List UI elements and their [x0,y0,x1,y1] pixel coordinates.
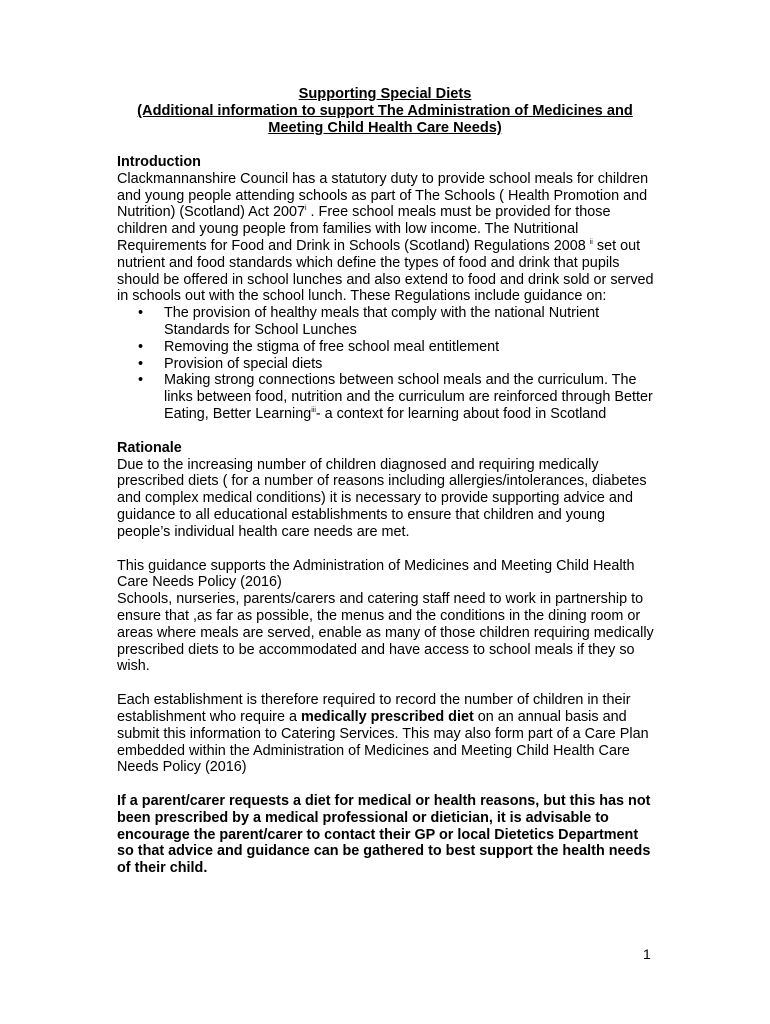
rationale-paragraph-2: This guidance supports the Administration of Medicines and Meeting Child Health Care Needs Policy (2016) [117,557,635,591]
rationale-paragraph-1: Due to the increasing number of children diagnosed and requiring medically prescribed diets ( for a number of reasons including allergies/intolerances, diabetes and complex medical conditions) it is necessary to provide supporting advice and guidance to all educational establishments to ensure that children and young people’s individual health care needs are met. [117,456,647,540]
document-title [100,86,670,137]
title-line-3: Meeting Child Health Care Needs) [268,120,502,136]
list-item: • Provision of special diets [117,356,657,373]
endnote-ref-ii: ii [589,238,593,246]
endnote-ref-i: i [304,205,307,213]
endnote-ref-iii: iii [311,406,316,414]
rationale-paragraph-3: Schools, nurseries, parents/carers and catering staff need to work in partnership to ensure that ,as far as possible, the menus and the conditions in the dining room or areas where meals are served, enable as many of those children requiring medically prescribed diets to be accommodated and have access to school meals if they so wish. [117,591,654,675]
regulations-bullet-list [117,305,657,423]
title-line-2: (Additional information to support The Administration of Medicines and [137,103,633,119]
introduction-heading: Introduction [117,154,201,170]
list-item: • The provision of healthy meals that comply with the national Nutrient Standards for School Lunches [117,305,657,339]
page-number: 1 [643,946,651,962]
rationale-advice-paragraph: If a parent/carer requests a diet for medical or health reasons, but this has not been prescribed by a medical professional or dietician, it is advisable to encourage the parent/carer to contact their GP or local Dietetics Department so that advice and guidance can be gathered to best support the health needs of their child. [117,793,651,877]
list-item: • Removing the stigma of free school meal entitlement [117,339,657,356]
rationale-heading: Rationale [117,439,182,456]
document-body [117,154,657,877]
medically-prescribed-diet-emphasis: medically prescribed diet [300,708,474,725]
rationale-paragraph-4: Each establishment is therefore required to record the number of children in their establishment who require a medically prescribed diet on an annual basis and submit this information to Catering Services. This may also form part of a Care Plan embedded within the Administration of Medicines and Meeting Child Health Care Needs Policy (2016) [117,692,649,776]
list-item: • Making strong connections between school meals and the curriculum. The links between food, nutrition and the curriculum are reinforced through Better Eating, Better Learning$^{iii}$- a context for learning about food in Scotland [117,372,657,422]
introduction-paragraph: Clackmannanshire Council has a statutory duty to provide school meals for children and young people attending schools as part of The Schools ( Health Promotion and Nutrition) (Scotland) Act 2007$^i$ . Free school meals must be provided for those children and young people from families with low income. The Nutritional Requirements for Food and Drink in Schools (Scotland) Regulations 2008 $^{ii}$ set out nutrient and food standards which define the types of food and drink that pupils should be offered in school lunches and also extend to food and drink sold or served in schools out with the school lunch. These Regulations include guidance on: [117,170,654,305]
title-line-1: Supporting Special Diets [298,86,472,102]
